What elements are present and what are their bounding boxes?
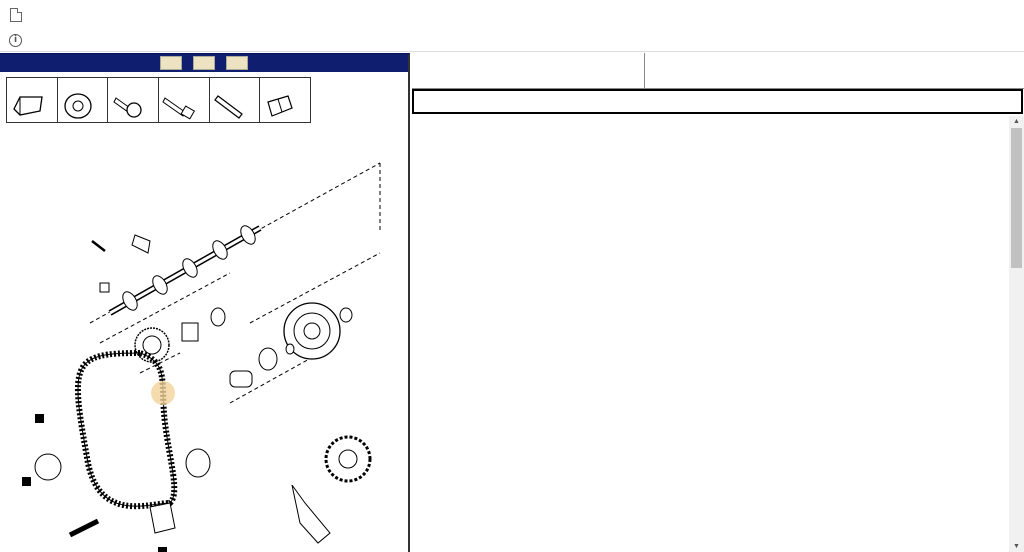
- close-button[interactable]: [978, 0, 1024, 30]
- info-box: [412, 89, 1023, 114]
- page-icon: [10, 8, 22, 22]
- address-bar[interactable]: [0, 30, 1024, 52]
- parts-list-pane: [412, 53, 1024, 552]
- maximize-button[interactable]: [932, 0, 978, 30]
- part-cell-70[interactable]: [7, 78, 58, 122]
- zoom-out-button[interactable]: [193, 56, 215, 70]
- parts-header: [412, 53, 1024, 89]
- window-titlebar: [0, 0, 1024, 30]
- part-cell-78[interactable]: [260, 78, 310, 122]
- part-cell-71-72[interactable]: [58, 78, 109, 122]
- part-cell-75[interactable]: [210, 78, 261, 122]
- scroll-thumb[interactable]: [1011, 128, 1022, 268]
- zoom-pan-button[interactable]: [226, 56, 248, 70]
- parts-table: [412, 116, 1008, 552]
- part-cell-73[interactable]: [108, 78, 159, 122]
- scroll-up-icon[interactable]: ▲: [1013, 117, 1020, 125]
- exploded-parts-diagram: [0, 123, 408, 552]
- zoom-toolbar: [0, 55, 408, 72]
- small-parts-strip: [6, 77, 311, 123]
- info-icon[interactable]: i: [9, 34, 22, 47]
- scroll-down-icon[interactable]: ▼: [1013, 542, 1020, 550]
- zoom-in-button[interactable]: [160, 56, 182, 70]
- diagram-pane: [0, 53, 410, 552]
- minimize-button[interactable]: [886, 0, 932, 30]
- vertical-scrollbar[interactable]: [1009, 116, 1024, 552]
- part-cell-74-76[interactable]: [159, 78, 210, 122]
